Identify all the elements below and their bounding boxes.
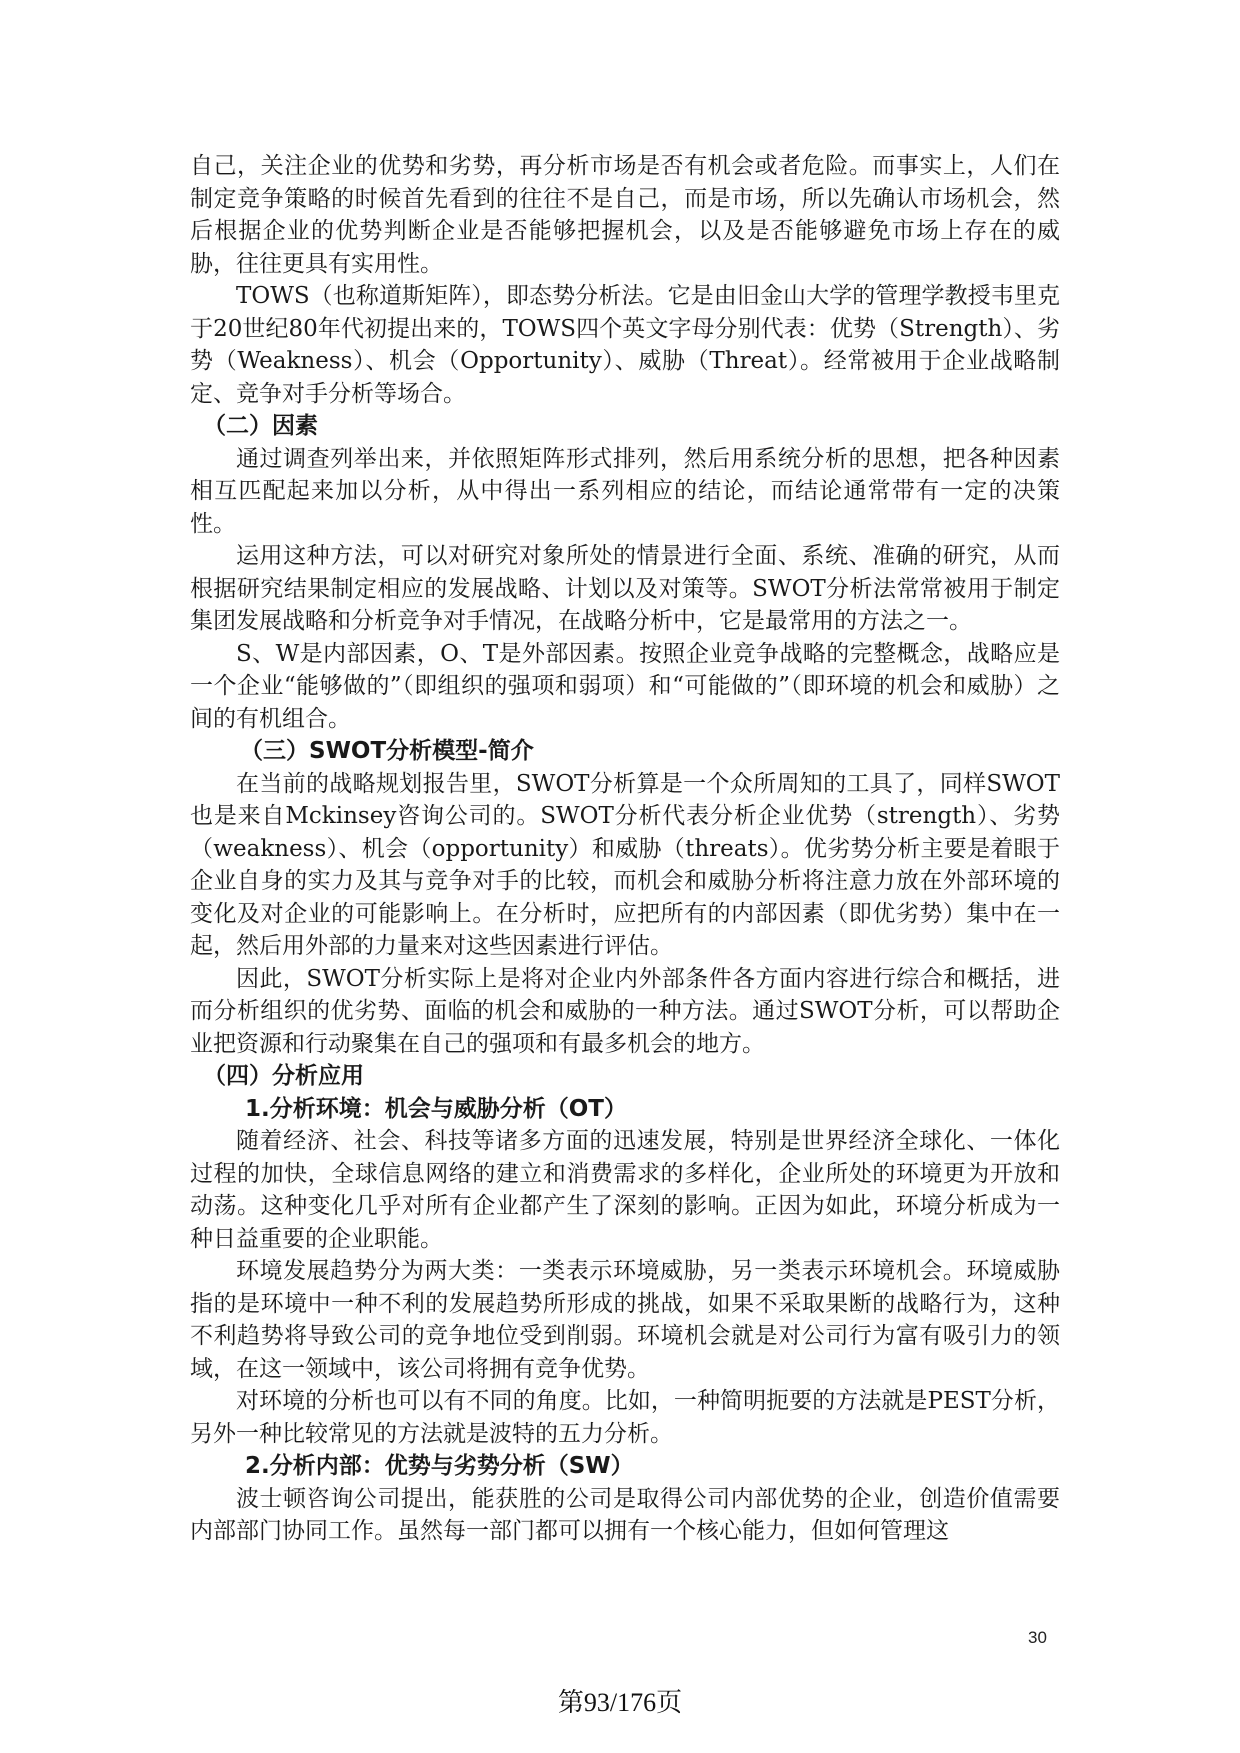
page-content <box>190 150 1060 1548</box>
paragraph: 波士顿咨询公司提出，能获胜的公司是取得公司内部优势的企业，创造价值需要内部部门协同工作。虽然每一部门都可以拥有一个核心能力，但如何管理这 <box>190 1485 1060 1544</box>
paragraph: 运用这种方法，可以对研究对象所处的情景进行全面、系统、准确的研究，从而根据研究结果制定相应的发展战略、计划以及对策等。SWOT分析法常常被用于制定集团发展战略和分析竞争对手情况，在战略分析中，它是最常用的方法之一。 <box>190 543 1060 634</box>
paragraph: 通过调查列举出来，并依照矩阵形式排列，然后用系统分析的思想，把各种因素相互匹配起来加以分析，从中得出一系列相应的结论，而结论通常带有一定的决策性。 <box>190 445 1060 537</box>
paragraph: TOWS（也称道斯矩阵），即态势分析法。它是由旧金山大学的管理学教授韦里克于20世纪80年代初提出来的，TOWS四个英文字母分别代表：优势（Strength）、劣势（Weakness）、机会（Opportunity）、威胁（Threat）。经常被用于企业战略制定、竞争对手分析等场合。 <box>190 283 1060 407</box>
paragraph: 对环境的分析也可以有不同的角度。比如，一种简明扼要的方法就是PEST分析，另外一种比较常见的方法就是波特的五力分析。 <box>190 1388 1060 1447</box>
paragraph: 自己，关注企业的优势和劣势，再分析市场是否有机会或者危险。而事实上，人们在制定竞争策略的时候首先看到的往往不是自己，而是市场，所以先确认市场机会，然后根据企业的优势判断企业是否能够把握机会，以及是否能够避免市场上存在的威胁，往往更具有实用性。 <box>190 153 1060 277</box>
section-heading: （四）分析应用 <box>203 1063 364 1089</box>
paragraph: 因此，SWOT分析实际上是将对企业内外部条件各方面内容进行综合和概括，进而分析组织的优劣势、面临的机会和威胁的一种方法。通过SWOT分析，可以帮助企业把资源和行动聚集在自己的强项和有最多机会的地方。 <box>190 965 1060 1057</box>
page-number: 30 <box>1028 1628 1047 1647</box>
section-heading: （三）SWOT分析模型-简介 <box>240 738 534 764</box>
section-heading: （二）因素 <box>203 413 318 439</box>
paragraph: 环境发展趋势分为两大类：一类表示环境威胁，另一类表示环境机会。环境威胁指的是环境中一种不利的发展趋势所形成的挑战，如果不采取果断的战略行为，这种不利趋势将导致公司的竞争地位受到削弱。环境机会就是对公司行为富有吸引力的领域，在这一领域中，该公司将拥有竞争优势。 <box>190 1258 1060 1382</box>
paragraph: 随着经济、社会、科技等诸多方面的迅速发展，特别是世界经济全球化、一体化过程的加快，全球信息网络的建立和消费需求的多样化，企业所处的环境更为开放和动荡。这种变化几乎对所有企业都产生了深刻的影响。正因为如此，环境分析成为一种日益重要的企业职能。 <box>190 1128 1060 1252</box>
paragraph: S、W是内部因素，O、T是外部因素。按照企业竞争战略的完整概念，战略应是一个企业“能够做的”（即组织的强项和弱项）和“可能做的”（即环境的机会和威胁）之间的有机组合。 <box>190 640 1060 732</box>
page-footer: 第93/176页 <box>557 1688 683 1717</box>
subsection-heading: 2.分析内部：优势与劣势分析（SW） <box>245 1453 634 1479</box>
paragraph: 在当前的战略规划报告里，SWOT分析算是一个众所周知的工具了，同样SWOT也是来自Mckinsey咨询公司的。SWOT分析代表分析企业优势（strength）、劣势（weakness）、机会（opportunity）和威胁（threats）。优劣势分析主要是着眼于企业自身的实力及其与竞争对手的比较，而机会和威胁分析将注意力放在外部环境的变化及对企业的可能影响上。在分析时，应把所有的内部因素（即优劣势）集中在一起，然后用外部的力量来对这些因素进行评估。 <box>190 770 1060 959</box>
subsection-heading: 1.分析环境：机会与威胁分析（OT） <box>245 1095 627 1122</box>
